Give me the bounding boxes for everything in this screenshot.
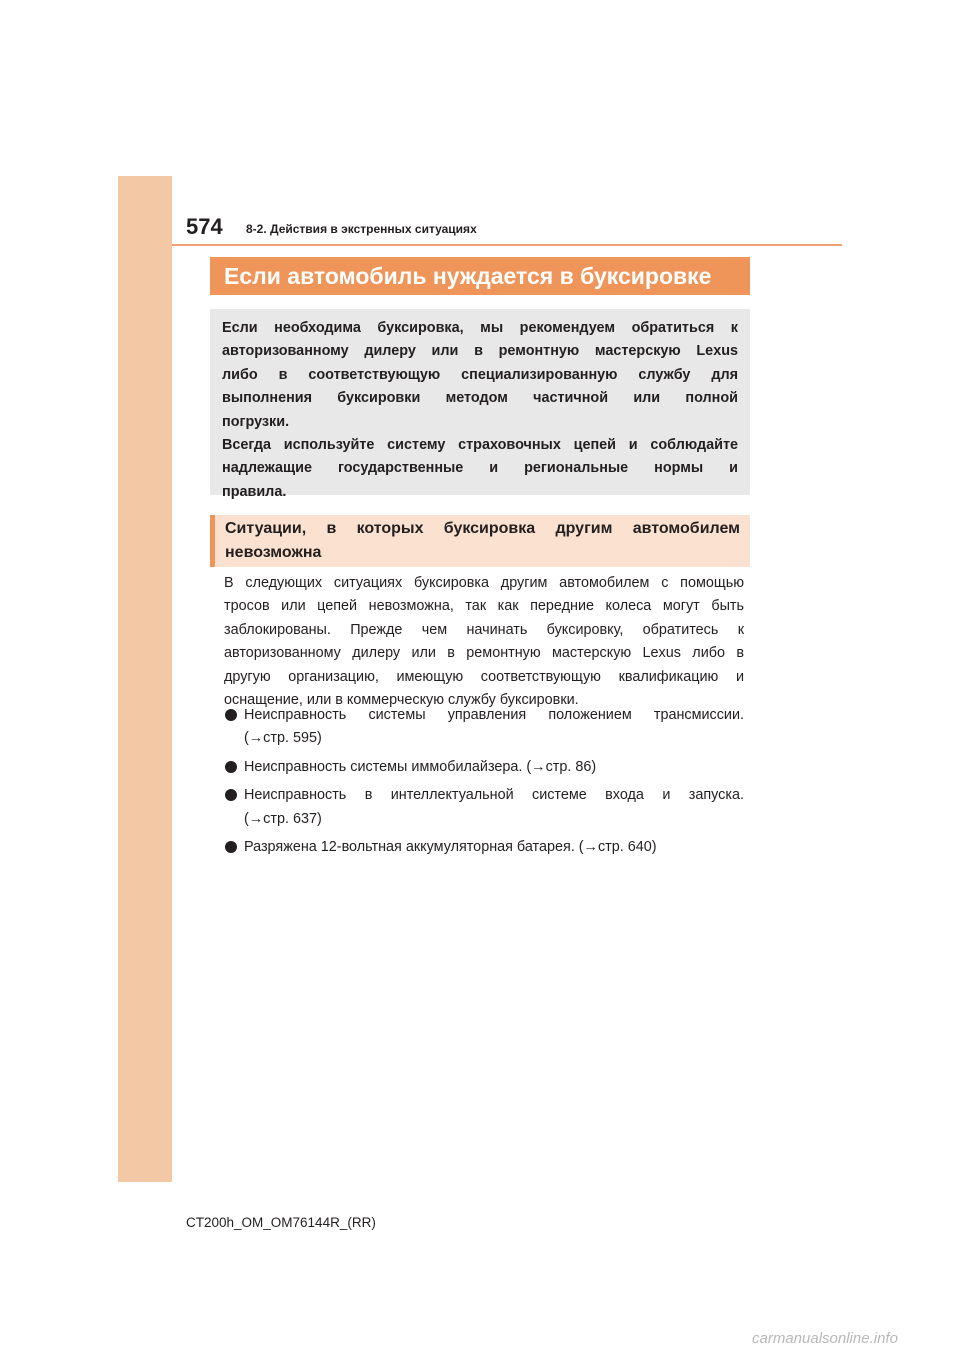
page-reference-link[interactable]: (→стр. 595)	[244, 730, 322, 747]
page-reference-link[interactable]: (→стр. 637)	[244, 810, 322, 827]
list-item	[224, 784, 744, 831]
document-code-footer: CT200h_OM_OM76144R_(RR)	[186, 1215, 376, 1230]
intro-line: погрузки.	[222, 413, 290, 430]
bullet-icon	[225, 709, 237, 721]
subheading-line: невозможна	[225, 544, 322, 561]
header-divider	[172, 244, 842, 246]
body-line: оснащение, или в коммерческую службу буксировки.	[224, 691, 579, 708]
intro-line: Если необходима буксировка, мы рекомендуем обратиться к	[222, 320, 738, 336]
subheading	[210, 515, 750, 567]
list-item	[224, 704, 744, 751]
bullet-text: Неисправность в интеллектуальной системе входа и запуска.	[244, 787, 744, 804]
body-line: заблокированы. Прежде чем начинать буксировку, обратитесь к	[224, 621, 744, 638]
bullet-list	[224, 704, 744, 864]
bullet-text: Разряжена 12-вольтная аккумуляторная батарея. (→стр. 640)	[244, 838, 657, 855]
section-header: 8-2. Действия в экстренных ситуациях	[246, 222, 477, 236]
body-line: тросов или цепей невозможна, так как передние колеса могут быть	[224, 598, 744, 615]
list-item	[224, 756, 744, 779]
body-line: другую организацию, имеющую соответствующую квалификацию и	[224, 668, 744, 685]
bullet-icon	[225, 841, 237, 853]
list-item	[224, 836, 744, 859]
intro-line: либо в соответствующую специализированную службу для	[222, 366, 738, 383]
body-paragraph	[224, 572, 744, 712]
bullet-icon	[225, 761, 237, 773]
intro-line: Всегда используйте систему страховочных цепей и соблюдайте	[222, 436, 738, 453]
subheading-line: Ситуации, в которых буксировка другим автомобилем	[225, 520, 740, 537]
watermark: carmanualsonline.info	[752, 1330, 898, 1347]
intro-box	[210, 309, 750, 500]
bullet-text: Неисправность системы иммобилайзера. (→стр. 86)	[244, 758, 597, 775]
intro-line: авторизованному дилеру или в ремонтную мастерскую Lexus	[222, 343, 738, 360]
bullet-text: Неисправность системы управления положением трансмиссии.	[244, 707, 744, 723]
side-color-band	[118, 176, 172, 1182]
intro-line: надлежащие государственные и региональные нормы и	[222, 460, 738, 477]
page-title: Если автомобиль нуждается в буксировке	[210, 257, 750, 295]
bullet-icon	[225, 789, 237, 801]
intro-line: выполнения буксировки методом частичной или полной	[222, 390, 738, 407]
intro-line: правила.	[222, 483, 287, 500]
body-line: авторизованному дилеру или в ремонтную мастерскую Lexus либо в	[224, 645, 744, 662]
body-line: В следующих ситуациях буксировка другим автомобилем с помощью	[224, 575, 744, 591]
page-number: 574	[186, 214, 223, 239]
